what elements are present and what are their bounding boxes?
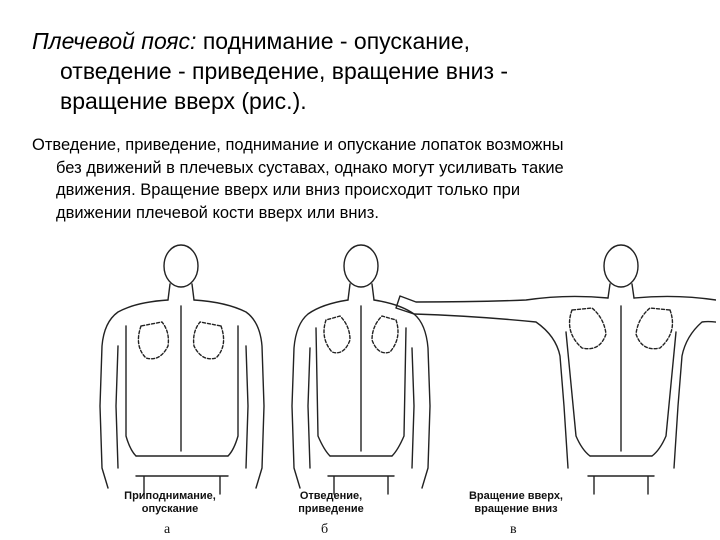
letter-a: а [164,522,171,537]
paragraph-line1: Отведение, приведение, поднимание и опускание лопаток возможны [32,136,564,154]
title-line1-rest: поднимание - опускание, [196,28,471,54]
letter-c: в [510,522,517,537]
title-line2: отведение - приведение, вращение вниз - [60,58,509,84]
figure-b-back [292,245,430,494]
caption-b [276,490,386,516]
caption-b-line2: приведение [298,503,364,515]
shoulder-girdle-figure [96,236,696,540]
caption-a [110,490,230,516]
paragraph-line4: движении плечевой кости вверх или вниз. [56,203,379,222]
figure-c-back [396,245,716,494]
title-line3: вращение вверх (рис.). [60,88,307,114]
figure-a-back [100,245,264,494]
slide-title [32,26,692,116]
title-lead: Плечевой пояс: [32,28,197,54]
caption-a-line1: Приподнимание, [124,490,216,502]
body-paragraph [32,134,702,224]
paragraph-line3: движения. Вращение вверх или вниз происходит только при [56,181,521,199]
caption-a-line2: опускание [141,503,199,515]
caption-c [446,490,586,516]
letter-b: б [321,522,329,537]
paragraph-line2: без движений в плечевых суставах, однако могут усиливать такие [56,158,564,177]
caption-c-line1: Вращение вверх, [468,490,563,502]
caption-c-line2: вращение вниз [474,503,558,515]
caption-b-line1: Отведение, [299,490,363,502]
